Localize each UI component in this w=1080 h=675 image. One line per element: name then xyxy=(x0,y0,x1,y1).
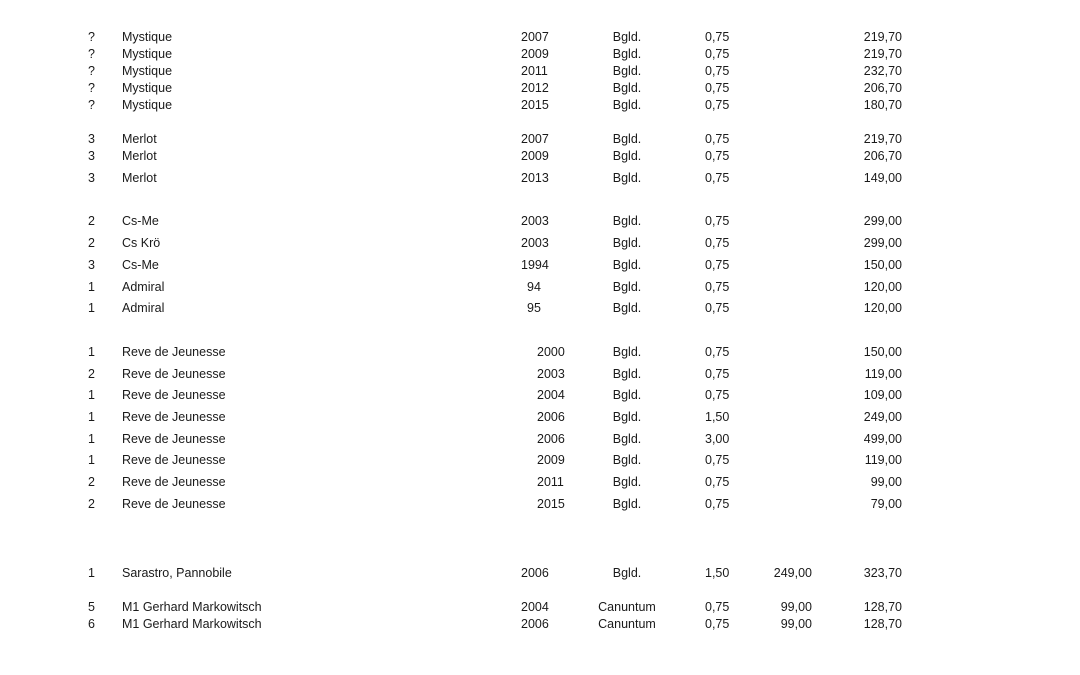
table-row xyxy=(0,63,1080,79)
region-cell: Bgld. xyxy=(612,497,642,511)
price-cell: 119,00 xyxy=(864,367,902,381)
vintage-cell: 2004 xyxy=(521,600,549,614)
region-cell: Bgld. xyxy=(612,410,642,424)
bottle-volume-cell: 0,75 xyxy=(705,214,730,228)
region-cell: Bgld. xyxy=(612,98,642,112)
bottle-volume-cell: 0,75 xyxy=(705,64,730,78)
vintage-cell: 2011 xyxy=(537,475,564,489)
bottle-volume-cell: 0,75 xyxy=(705,47,730,61)
vintage-cell: 2006 xyxy=(521,617,549,631)
price-cell: 206,70 xyxy=(863,81,902,95)
table-row xyxy=(0,599,1080,615)
wine-name-cell: Reve de Jeunesse xyxy=(122,453,226,467)
wine-name-cell: M1 Gerhard Markowitsch xyxy=(122,617,262,631)
bottle-volume-cell: 0,75 xyxy=(705,258,730,272)
region-cell: Bgld. xyxy=(612,149,642,163)
bottle-volume-cell: 0,75 xyxy=(705,453,730,467)
quantity-cell: 6 xyxy=(88,617,95,631)
price-cell: 149,00 xyxy=(863,171,902,185)
wine-name-cell: Merlot xyxy=(122,132,157,146)
table-row xyxy=(0,29,1080,45)
region-cell: Bgld. xyxy=(612,214,642,228)
wine-name-cell: Cs-Me xyxy=(122,258,159,272)
table-row xyxy=(0,344,1080,360)
vintage-cell: 2015 xyxy=(537,497,565,511)
bottle-volume-cell: 0,75 xyxy=(705,345,730,359)
region-cell: Bgld. xyxy=(612,64,642,78)
wine-name-cell: Reve de Jeunesse xyxy=(122,432,226,446)
table-row xyxy=(0,387,1080,403)
quantity-cell: 3 xyxy=(88,171,95,185)
region-cell: Bgld. xyxy=(612,236,642,250)
price-cell: 119,00 xyxy=(864,453,902,467)
region-cell: Bgld. xyxy=(612,388,642,402)
table-row xyxy=(0,170,1080,186)
region-cell: Bgld. xyxy=(612,453,642,467)
table-row xyxy=(0,235,1080,251)
table-row xyxy=(0,279,1080,295)
price-cell: 120,00 xyxy=(863,280,902,294)
bottle-volume-cell: 0,75 xyxy=(705,301,730,315)
vintage-cell: 2006 xyxy=(537,432,565,446)
table-row xyxy=(0,300,1080,316)
table-row xyxy=(0,565,1080,581)
quantity-cell: 3 xyxy=(88,149,95,163)
bottle-volume-cell: 0,75 xyxy=(705,171,730,185)
region-cell: Bgld. xyxy=(612,171,642,185)
table-row xyxy=(0,131,1080,147)
quantity-cell: 2 xyxy=(88,367,95,381)
wine-name-cell: Reve de Jeunesse xyxy=(122,410,226,424)
price-cell: 249,00 xyxy=(863,410,902,424)
price-cell: 120,00 xyxy=(863,301,902,315)
wine-name-cell: Mystique xyxy=(122,81,173,95)
quantity-cell: 3 xyxy=(88,258,95,272)
region-cell: Bgld. xyxy=(612,367,642,381)
region-cell: Bgld. xyxy=(612,132,642,146)
wine-name-cell: Merlot xyxy=(122,149,157,163)
bottle-volume-cell: 0,75 xyxy=(705,149,730,163)
price-cell: 206,70 xyxy=(863,149,902,163)
region-cell: Bgld. xyxy=(612,475,642,489)
wine-name-cell: Reve de Jeunesse xyxy=(122,475,226,489)
quantity-cell: 1 xyxy=(88,453,95,467)
quantity-cell: 2 xyxy=(88,475,95,489)
quantity-cell: 1 xyxy=(88,388,95,402)
wine-name-cell: M1 Gerhard Markowitsch xyxy=(122,600,262,614)
region-cell: Bgld. xyxy=(612,345,642,359)
quantity-cell: 1 xyxy=(88,301,95,315)
price-cell: 219,70 xyxy=(863,132,902,146)
bottle-volume-cell: 0,75 xyxy=(705,236,730,250)
price-cell: 219,70 xyxy=(863,30,902,44)
quantity-cell: ? xyxy=(88,98,95,112)
region-cell: Canuntum xyxy=(598,600,656,614)
vintage-cell: 1994 xyxy=(521,258,549,272)
wine-name-cell: Reve de Jeunesse xyxy=(122,388,226,402)
vintage-cell: 2009 xyxy=(521,149,549,163)
bottle-volume-cell: 0,75 xyxy=(705,81,730,95)
purchase-price-cell: 249,00 xyxy=(773,566,812,580)
vintage-cell: 2003 xyxy=(537,367,565,381)
table-row xyxy=(0,452,1080,468)
price-cell: 109,00 xyxy=(863,388,902,402)
purchase-price-cell: 99,00 xyxy=(780,617,812,631)
wine-name-cell: Merlot xyxy=(122,171,157,185)
wine-name-cell: Admiral xyxy=(122,280,165,294)
wine-name-cell: Cs-Me xyxy=(122,214,159,228)
price-cell: 299,00 xyxy=(863,214,902,228)
bottle-volume-cell: 0,75 xyxy=(705,617,730,631)
wine-name-cell: Reve de Jeunesse xyxy=(122,367,226,381)
vintage-cell: 2011 xyxy=(521,64,548,78)
wine-name-cell: Admiral xyxy=(122,301,165,315)
vintage-cell: 94 xyxy=(527,280,541,294)
wine-name-cell: Mystique xyxy=(122,64,173,78)
price-cell: 150,00 xyxy=(863,345,902,359)
region-cell: Bgld. xyxy=(612,432,642,446)
bottle-volume-cell: 0,75 xyxy=(705,98,730,112)
region-cell: Bgld. xyxy=(612,47,642,61)
wine-name-cell: Cs Krö xyxy=(122,236,161,250)
price-cell: 150,00 xyxy=(863,258,902,272)
quantity-cell: ? xyxy=(88,30,95,44)
bottle-volume-cell: 0,75 xyxy=(705,388,730,402)
table-row xyxy=(0,257,1080,273)
quantity-cell: ? xyxy=(88,64,95,78)
table-row xyxy=(0,148,1080,164)
bottle-volume-cell: 0,75 xyxy=(705,132,730,146)
vintage-cell: 2013 xyxy=(521,171,549,185)
vintage-cell: 2007 xyxy=(521,132,549,146)
region-cell: Bgld. xyxy=(612,30,642,44)
bottle-volume-cell: 0,75 xyxy=(705,475,730,489)
price-cell: 128,70 xyxy=(863,600,902,614)
table-row xyxy=(0,496,1080,512)
wine-name-cell: Mystique xyxy=(122,30,173,44)
price-cell: 299,00 xyxy=(863,236,902,250)
bottle-volume-cell: 0,75 xyxy=(705,497,730,511)
region-cell: Canuntum xyxy=(598,617,656,631)
price-cell: 99,00 xyxy=(870,475,902,489)
vintage-cell: 2007 xyxy=(521,30,549,44)
vintage-cell: 2004 xyxy=(537,388,565,402)
wine-name-cell: Reve de Jeunesse xyxy=(122,345,226,359)
table-row xyxy=(0,431,1080,447)
vintage-cell: 2000 xyxy=(537,345,565,359)
quantity-cell: ? xyxy=(88,81,95,95)
price-cell: 79,00 xyxy=(870,497,902,511)
vintage-cell: 2006 xyxy=(537,410,565,424)
bottle-volume-cell: 0,75 xyxy=(705,367,730,381)
vintage-cell: 95 xyxy=(527,301,541,315)
region-cell: Bgld. xyxy=(612,301,642,315)
price-cell: 323,70 xyxy=(863,566,902,580)
bottle-volume-cell: 1,50 xyxy=(705,410,730,424)
vintage-cell: 2015 xyxy=(521,98,549,112)
quantity-cell: 2 xyxy=(88,236,95,250)
wine-name-cell: Mystique xyxy=(122,98,173,112)
purchase-price-cell: 99,00 xyxy=(780,600,812,614)
price-cell: 499,00 xyxy=(863,432,902,446)
quantity-cell: 1 xyxy=(88,432,95,446)
vintage-cell: 2006 xyxy=(521,566,549,580)
bottle-volume-cell: 0,75 xyxy=(705,600,730,614)
bottle-volume-cell: 3,00 xyxy=(705,432,730,446)
region-cell: Bgld. xyxy=(612,280,642,294)
quantity-cell: 5 xyxy=(88,600,95,614)
bottle-volume-cell: 0,75 xyxy=(705,280,730,294)
bottle-volume-cell: 1,50 xyxy=(705,566,730,580)
quantity-cell: 2 xyxy=(88,214,95,228)
table-row xyxy=(0,474,1080,490)
table-row xyxy=(0,616,1080,632)
table-row xyxy=(0,409,1080,425)
table-row xyxy=(0,80,1080,96)
vintage-cell: 2009 xyxy=(537,453,565,467)
wine-name-cell: Sarastro, Pannobile xyxy=(122,566,232,580)
table-row xyxy=(0,97,1080,113)
quantity-cell: 3 xyxy=(88,132,95,146)
vintage-cell: 2003 xyxy=(521,214,549,228)
vintage-cell: 2009 xyxy=(521,47,549,61)
region-cell: Bgld. xyxy=(612,258,642,272)
price-cell: 128,70 xyxy=(863,617,902,631)
bottle-volume-cell: 0,75 xyxy=(705,30,730,44)
price-cell: 219,70 xyxy=(863,47,902,61)
table-row xyxy=(0,213,1080,229)
quantity-cell: 1 xyxy=(88,410,95,424)
quantity-cell: ? xyxy=(88,47,95,61)
vintage-cell: 2012 xyxy=(521,81,549,95)
table-row xyxy=(0,366,1080,382)
price-cell: 232,70 xyxy=(863,64,902,78)
quantity-cell: 1 xyxy=(88,566,95,580)
quantity-cell: 1 xyxy=(88,345,95,359)
quantity-cell: 1 xyxy=(88,280,95,294)
wine-name-cell: Reve de Jeunesse xyxy=(122,497,226,511)
region-cell: Bgld. xyxy=(612,566,642,580)
quantity-cell: 2 xyxy=(88,497,95,511)
table-row xyxy=(0,46,1080,62)
vintage-cell: 2003 xyxy=(521,236,549,250)
wine-name-cell: Mystique xyxy=(122,47,173,61)
price-cell: 180,70 xyxy=(863,98,902,112)
region-cell: Bgld. xyxy=(612,81,642,95)
